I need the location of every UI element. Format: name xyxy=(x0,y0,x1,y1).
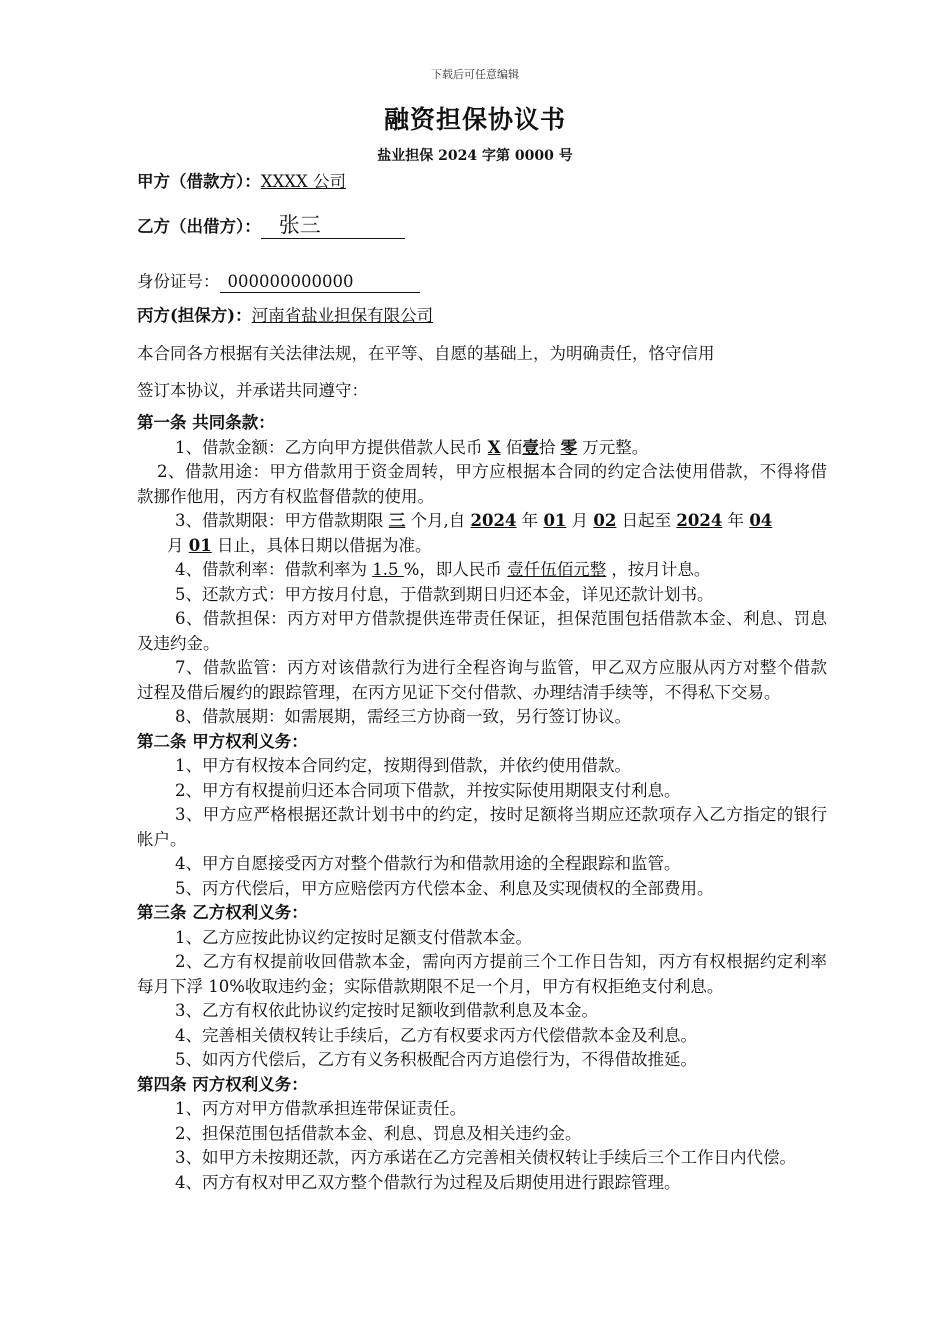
text-run: 拾 xyxy=(538,437,561,457)
party-bing xyxy=(137,302,827,326)
id-number-field xyxy=(220,272,420,293)
article-3-item: 4、完善相关债权转让手续后，乙方有权要求丙方代偿借款本金及利息。 xyxy=(175,1025,697,1045)
article-4-item: 3、如甲方未按期还款，丙方承诺在乙方完善相关债权转让手续后三个工作日内代偿。 xyxy=(175,1148,796,1167)
article-1-item-1 xyxy=(137,436,827,461)
article-2-heading: 第二条 甲方权利义务： xyxy=(137,731,308,751)
header-note: 下载后可任意编辑 xyxy=(431,68,519,81)
article-1-heading: 第一条 共同条款： xyxy=(137,413,275,432)
term-fill: 三 xyxy=(388,511,406,530)
article-4-item: 1、丙方对甲方借款承担连带保证责任。 xyxy=(175,1099,466,1118)
id-number-label: 身份证号： xyxy=(137,272,220,291)
text-run: 4、借款利率：借款利率为 xyxy=(175,560,373,579)
party-bing-value: 河南省盐业担保有限公司 xyxy=(251,306,434,325)
article-3-item: 5、如丙方代偿后，乙方有义务积极配合丙方追偿行为，不得借故推延。 xyxy=(175,1050,697,1069)
party-yi-value: 张三 xyxy=(278,213,321,237)
article-1-item-4 xyxy=(137,558,827,583)
document-number: 盐业担保 2024 字第 0000 号 xyxy=(377,148,573,164)
intro-line-1: 本合同各方根据有关法律法规，在平等、自愿的基础上，为明确责任，恪守信用 xyxy=(137,344,715,363)
party-jia xyxy=(137,168,827,192)
text-run: 1、借款金额：乙方向甲方提供借款人民币 xyxy=(175,437,488,457)
article-2-item: 5、丙方代偿后，甲方应赔偿丙方代偿本金、利息及实现债权的全部费用。 xyxy=(175,878,714,898)
text-run: %，即人民币 xyxy=(403,560,508,579)
article-3-heading: 第三条 乙方权利义务： xyxy=(137,903,308,922)
article-1-item-2: 2、借款用途：甲方借款用于资金周转，甲方应根据本合同的约定合法使用借款，不得将借款挪作他用，丙方有权监督借款的使用。 xyxy=(137,462,827,506)
rate-fill: 1.5 xyxy=(372,560,404,579)
id-number xyxy=(137,268,827,293)
text-run: 日止，具体日期以借据为准。 xyxy=(211,535,432,555)
article-2-item: 4、甲方自愿接受丙方对整个借款行为和借款用途的全程跟踪和监管。 xyxy=(175,854,681,873)
article-4-item: 4、丙方有权对甲乙双方整个借款行为过程及后期使用进行跟踪管理。 xyxy=(175,1172,681,1192)
article-4-heading: 第四条 丙方权利义务： xyxy=(137,1074,308,1094)
party-jia-value: XXXX 公司 xyxy=(260,172,346,191)
amount-fill: 壹 xyxy=(522,437,539,457)
party-jia-label: 甲方（借款方）： xyxy=(137,172,261,191)
date-fill: 2024 xyxy=(676,511,723,530)
intro-line-2: 签订本协议，并承诺共同遵守： xyxy=(137,381,368,400)
party-yi-field xyxy=(261,213,405,239)
text-run: 个月,自 xyxy=(405,511,471,530)
article-1-item-8: 8、借款展期：如需展期，需经三方协商一致，另行签订协议。 xyxy=(175,707,631,726)
article-2-item: 1、甲方有权按本合同约定，按期得到借款，并依约使用借款。 xyxy=(175,756,631,775)
amount-fill: 零 xyxy=(560,437,578,457)
article-2-item: 3、甲方应严格根据还款计划书中的约定，按时足额将当期应还款项存入乙方指定的银行帐户。 xyxy=(137,805,827,849)
article-3-item: 1、乙方应按此协议约定按时足额支付借款本金。 xyxy=(175,927,532,947)
interest-fill: 壹仟伍佰元整 xyxy=(507,560,607,579)
text-run: 月 xyxy=(167,535,189,555)
party-bing-label: 丙方(担保方)： xyxy=(137,306,252,325)
article-3-item: 3、乙方有权依此协议约定按时足额收到借款利息及本金。 xyxy=(175,1001,598,1020)
article-1-item-5: 5、还款方式：甲方按月付息，于借款到期日归还本金，详见还款计划书。 xyxy=(175,584,714,604)
text-run: 月 xyxy=(566,511,594,530)
party-yi-label: 乙方（出借方）： xyxy=(137,217,261,236)
amount-fill: X xyxy=(487,437,501,457)
date-fill: 02 xyxy=(593,511,617,530)
text-run: 万元整。 xyxy=(577,437,649,457)
text-run: 佰 xyxy=(500,437,523,457)
text-run: 3、借款期限：甲方借款期限 xyxy=(175,511,389,530)
date-fill: 04 xyxy=(749,511,773,530)
date-fill: 2024 xyxy=(470,511,517,530)
text-run: ，按月计息。 xyxy=(606,560,711,579)
article-1-item-7: 7、借款监管：丙方对该借款行为进行全程咨询与监管，甲乙双方应服从丙方对整个借款过程及借后履约的跟踪管理，在丙方见证下交付借款、办理结清手续等，不得私下交易。 xyxy=(137,658,827,702)
text-run: 日起至 xyxy=(616,511,677,530)
id-number-value: 000000000000 xyxy=(227,272,354,291)
article-3-item: 2、乙方有权提前收回借款本金，需向丙方提前三个工作日告知，丙方有权根据约定利率每月下浮 10%收取违约金；实际借款期限不足一个月，甲方有权拒绝支付利息。 xyxy=(137,952,827,996)
article-4-item: 2、担保范围包括借款本金、利息、罚息及相关违约金。 xyxy=(175,1123,582,1143)
text-run: 年 xyxy=(516,511,544,530)
article-1-item-6: 6、借款担保：丙方对甲方借款提供连带责任保证，担保范围包括借款本金、利息、罚息及违约金。 xyxy=(137,609,827,653)
party-yi xyxy=(137,213,827,239)
article-2-item: 2、甲方有权提前归还本合同项下借款，并按实际使用期限支付利息。 xyxy=(175,780,681,800)
articles-body xyxy=(137,411,827,1195)
document-title: 融资担保协议书 xyxy=(383,105,566,134)
date-fill: 01 xyxy=(188,535,212,555)
date-fill: 01 xyxy=(543,511,567,530)
article-1-item-3 xyxy=(137,509,827,558)
text-run: 年 xyxy=(722,511,750,530)
